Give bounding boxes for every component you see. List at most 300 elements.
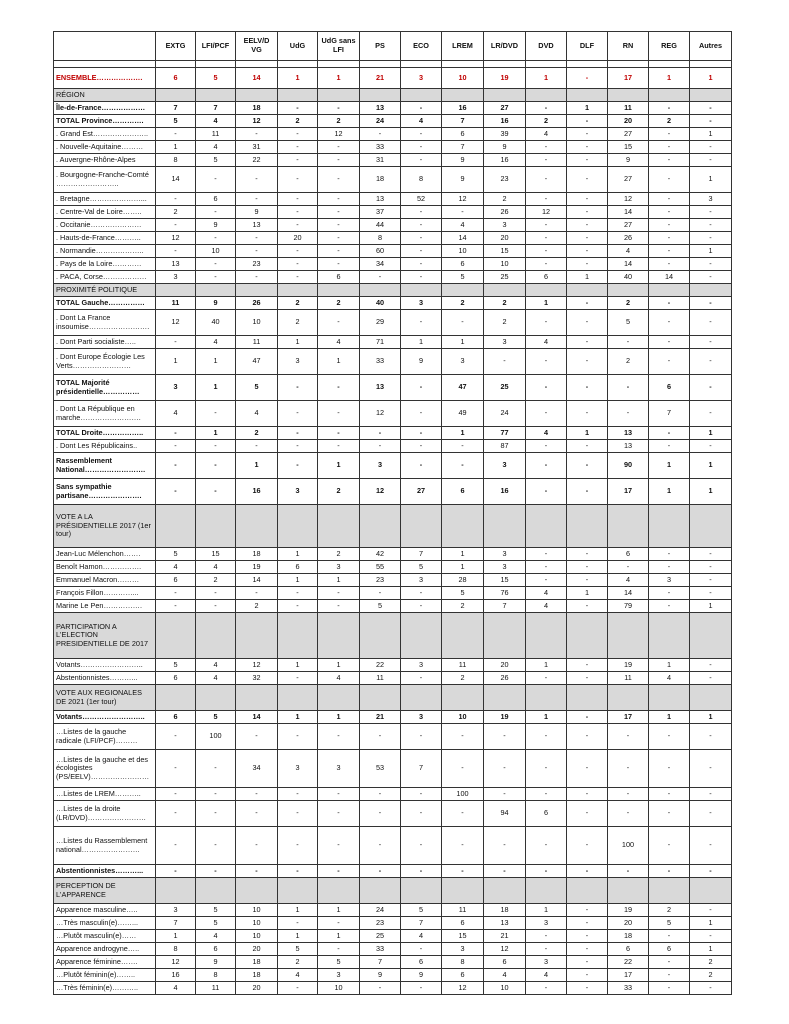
table-row	[54, 336, 732, 349]
table-cell: 1	[236, 453, 278, 479]
table-cell: 20	[484, 659, 526, 672]
table-cell: 21	[484, 930, 526, 943]
table-cell: 11	[442, 904, 484, 917]
table-cell: 14	[608, 587, 649, 600]
table-cell: -	[318, 193, 360, 206]
table-cell: -	[567, 258, 608, 271]
table-cell: 3	[649, 574, 690, 587]
table-cell: -	[526, 245, 567, 258]
table-cell: -	[318, 440, 360, 453]
table-cell	[567, 505, 608, 548]
table-cell: 13	[608, 427, 649, 440]
table-cell: 1	[690, 167, 732, 193]
table-cell	[690, 61, 732, 68]
table-cell: -	[608, 865, 649, 878]
table-cell: 20	[484, 232, 526, 245]
table-cell: -	[690, 930, 732, 943]
table-cell	[608, 685, 649, 711]
table-row	[54, 917, 732, 930]
table-cell: -	[442, 827, 484, 865]
table-cell: 10	[318, 982, 360, 995]
table-cell: 2	[156, 206, 196, 219]
table-cell: 11	[608, 102, 649, 115]
table-cell: -	[156, 750, 196, 788]
table-row	[54, 297, 732, 310]
table-cell: -	[401, 128, 442, 141]
table-cell	[567, 685, 608, 711]
table-cell	[690, 505, 732, 548]
table-cell: -	[567, 943, 608, 956]
table-cell: -	[567, 801, 608, 827]
table-row	[54, 969, 732, 982]
table-cell: 4	[608, 574, 649, 587]
table-cell: -	[196, 440, 236, 453]
table-cell: 3	[401, 659, 442, 672]
table-cell	[278, 685, 318, 711]
table-cell: -	[690, 548, 732, 561]
table-cell	[156, 613, 196, 659]
table-cell: 15	[442, 930, 484, 943]
table-cell: -	[236, 193, 278, 206]
table-cell: 5	[649, 917, 690, 930]
table-cell: -	[278, 193, 318, 206]
table-cell: 28	[442, 574, 484, 587]
table-cell: -	[567, 865, 608, 878]
column-header: PS	[360, 32, 401, 61]
table-cell	[360, 613, 401, 659]
table-cell: 33	[360, 349, 401, 375]
table-cell: -	[567, 711, 608, 724]
table-cell: 5	[156, 548, 196, 561]
table-cell: -	[526, 258, 567, 271]
table-cell: -	[401, 245, 442, 258]
table-cell: -	[567, 672, 608, 685]
table-cell: -	[567, 750, 608, 788]
table-cell: 27	[608, 128, 649, 141]
table-cell: -	[156, 336, 196, 349]
table-cell: -	[690, 401, 732, 427]
table-cell: 3	[484, 453, 526, 479]
table-cell: -	[318, 102, 360, 115]
table-cell	[690, 878, 732, 904]
table-cell: 11	[608, 672, 649, 685]
table-cell: 1	[278, 336, 318, 349]
table-cell: 1	[567, 271, 608, 284]
table-cell: -	[278, 245, 318, 258]
table-row	[54, 440, 732, 453]
table-cell: 1	[649, 479, 690, 505]
table-cell: 1	[318, 453, 360, 479]
table-cell	[608, 505, 649, 548]
table-cell	[484, 61, 526, 68]
table-cell: -	[236, 827, 278, 865]
table-cell: 7	[649, 401, 690, 427]
table-row	[54, 574, 732, 587]
table-cell	[649, 613, 690, 659]
table-cell: -	[567, 115, 608, 128]
table-cell	[567, 613, 608, 659]
table-cell: 2	[442, 600, 484, 613]
table-cell: -	[442, 865, 484, 878]
table-cell: 26	[608, 232, 649, 245]
row-label: Île-de-France………………	[54, 102, 156, 115]
table-cell: 40	[196, 310, 236, 336]
table-cell: 77	[484, 427, 526, 440]
table-cell: 3	[442, 349, 484, 375]
table-cell: -	[196, 453, 236, 479]
table-cell: -	[278, 440, 318, 453]
table-cell: 32	[236, 672, 278, 685]
table-cell: 3	[401, 711, 442, 724]
table-cell: 2	[484, 193, 526, 206]
row-label: …Très féminin(e)………..	[54, 982, 156, 995]
table-cell: -	[608, 801, 649, 827]
table-cell: -	[236, 245, 278, 258]
table-cell: 9	[401, 349, 442, 375]
table-cell: 1	[526, 297, 567, 310]
table-cell: -	[526, 440, 567, 453]
table-cell: 1	[567, 427, 608, 440]
table-cell: 16	[442, 102, 484, 115]
table-cell	[196, 878, 236, 904]
table-cell: 7	[156, 917, 196, 930]
table-cell: -	[526, 672, 567, 685]
table-cell: -	[690, 788, 732, 801]
table-cell: -	[567, 141, 608, 154]
table-cell: 4	[156, 561, 196, 574]
row-label: . Grand Est…………………..	[54, 128, 156, 141]
row-label: PERCEPTION DE L'APPARENCE	[54, 878, 156, 904]
table-cell: 6	[526, 801, 567, 827]
table-cell: -	[196, 479, 236, 505]
table-row	[54, 271, 732, 284]
table-cell: -	[278, 206, 318, 219]
table-row	[54, 561, 732, 574]
table-cell: 1	[278, 711, 318, 724]
table-cell: 4	[196, 672, 236, 685]
table-cell: -	[156, 440, 196, 453]
header-corner	[54, 32, 156, 61]
table-cell: -	[156, 453, 196, 479]
table-cell: -	[278, 453, 318, 479]
table-cell: -	[649, 258, 690, 271]
table-cell: -	[401, 232, 442, 245]
table-cell	[442, 61, 484, 68]
results-table-container	[53, 31, 731, 995]
table-cell: -	[690, 349, 732, 375]
table-cell: 34	[236, 750, 278, 788]
table-cell: -	[196, 865, 236, 878]
table-cell	[649, 505, 690, 548]
table-cell	[526, 505, 567, 548]
table-cell: -	[567, 659, 608, 672]
table-cell: -	[567, 440, 608, 453]
table-cell	[156, 89, 196, 102]
table-cell: 14	[236, 574, 278, 587]
row-label: Votants……………………..	[54, 711, 156, 724]
table-cell: -	[690, 750, 732, 788]
table-cell: 3	[401, 574, 442, 587]
table-cell: 9	[608, 154, 649, 167]
table-cell	[442, 613, 484, 659]
table-cell: -	[401, 827, 442, 865]
table-cell	[608, 613, 649, 659]
table-cell: -	[401, 440, 442, 453]
row-label: VOTE AUX REGIONALES DE 2021 (1er tour)	[54, 685, 156, 711]
table-cell	[401, 505, 442, 548]
table-cell: 14	[236, 68, 278, 89]
table-cell: 27	[401, 479, 442, 505]
table-cell: -	[318, 206, 360, 219]
row-label: Emmanuel Macron………	[54, 574, 156, 587]
table-cell	[236, 284, 278, 297]
table-cell: 8	[156, 154, 196, 167]
table-cell	[484, 284, 526, 297]
table-cell: 20	[236, 943, 278, 956]
table-cell	[442, 284, 484, 297]
table-cell: 23	[484, 167, 526, 193]
table-cell	[236, 61, 278, 68]
table-cell: 6	[196, 943, 236, 956]
table-cell: -	[608, 788, 649, 801]
table-cell: 1	[318, 711, 360, 724]
table-cell: 33	[608, 982, 649, 995]
table-cell: -	[690, 219, 732, 232]
table-cell: -	[526, 349, 567, 375]
table-cell: 12	[442, 193, 484, 206]
table-cell: 1	[196, 375, 236, 401]
table-cell: 18	[484, 904, 526, 917]
table-cell: -	[649, 297, 690, 310]
table-cell: 6	[442, 917, 484, 930]
table-cell: 2	[318, 115, 360, 128]
table-cell: 1	[278, 574, 318, 587]
table-cell: -	[318, 245, 360, 258]
table-cell: 9	[196, 219, 236, 232]
table-cell: 14	[442, 232, 484, 245]
table-row	[54, 801, 732, 827]
table-cell: -	[156, 193, 196, 206]
table-cell: -	[236, 724, 278, 750]
table-row	[54, 128, 732, 141]
table-cell: 33	[360, 943, 401, 956]
table-cell: 100	[442, 788, 484, 801]
table-cell: -	[567, 548, 608, 561]
table-cell: 6	[442, 128, 484, 141]
table-cell: -	[567, 788, 608, 801]
table-cell: -	[526, 930, 567, 943]
table-cell: 6	[484, 956, 526, 969]
table-cell: -	[156, 600, 196, 613]
table-cell: 9	[401, 969, 442, 982]
table-cell	[608, 61, 649, 68]
table-cell: 71	[360, 336, 401, 349]
row-label: . Pays de la Loire…………	[54, 258, 156, 271]
table-cell: -	[360, 440, 401, 453]
row-label: Abstentionnistes………...	[54, 672, 156, 685]
row-label: Apparence féminine…….	[54, 956, 156, 969]
table-cell: -	[156, 865, 196, 878]
table-cell: -	[401, 982, 442, 995]
table-cell: -	[442, 453, 484, 479]
table-cell	[567, 89, 608, 102]
table-cell: 6	[401, 956, 442, 969]
table-cell: -	[567, 219, 608, 232]
table-cell: -	[156, 427, 196, 440]
table-cell: -	[690, 232, 732, 245]
table-cell: -	[526, 453, 567, 479]
table-cell: -	[318, 801, 360, 827]
row-label: Jean-Luc Mélenchon…….	[54, 548, 156, 561]
table-cell: -	[649, 440, 690, 453]
table-cell: 10	[236, 930, 278, 943]
table-cell: -	[278, 154, 318, 167]
table-cell: 6	[442, 479, 484, 505]
table-cell: 2	[442, 672, 484, 685]
table-cell: -	[526, 154, 567, 167]
table-cell: 2	[278, 115, 318, 128]
table-cell: -	[401, 724, 442, 750]
table-cell: -	[401, 206, 442, 219]
column-header: LREM	[442, 32, 484, 61]
table-row	[54, 956, 732, 969]
table-cell: 47	[442, 375, 484, 401]
table-cell: -	[608, 401, 649, 427]
table-cell: 3	[360, 453, 401, 479]
table-cell: 27	[484, 102, 526, 115]
table-cell: -	[278, 672, 318, 685]
table-cell: 3	[318, 969, 360, 982]
table-cell: 3	[442, 943, 484, 956]
table-cell: 18	[360, 167, 401, 193]
table-cell	[360, 284, 401, 297]
table-cell: 3	[156, 271, 196, 284]
table-cell: 1	[526, 68, 567, 89]
table-cell: 15	[484, 574, 526, 587]
table-cell: 16	[484, 115, 526, 128]
row-label: TOTAL Droite……………..	[54, 427, 156, 440]
table-cell: 23	[360, 917, 401, 930]
table-cell: 13	[608, 440, 649, 453]
table-cell: -	[236, 271, 278, 284]
table-cell: 1	[156, 930, 196, 943]
table-cell	[236, 613, 278, 659]
table-cell: -	[567, 154, 608, 167]
table-cell: 42	[360, 548, 401, 561]
column-header: LR/DVD	[484, 32, 526, 61]
row-label: Apparence masculine…..	[54, 904, 156, 917]
table-cell: 4	[196, 141, 236, 154]
table-row	[54, 865, 732, 878]
table-cell: -	[608, 750, 649, 788]
table-cell: 6	[526, 271, 567, 284]
table-cell: 8	[196, 969, 236, 982]
row-label: …Plutôt féminin(e)……..	[54, 969, 156, 982]
table-cell: 94	[484, 801, 526, 827]
table-cell: -	[278, 102, 318, 115]
table-cell: -	[360, 724, 401, 750]
column-header: UdG sans LFI	[318, 32, 360, 61]
table-cell: -	[484, 865, 526, 878]
table-cell	[526, 613, 567, 659]
table-cell: -	[690, 310, 732, 336]
table-row	[54, 427, 732, 440]
row-label: . Auvergne-Rhône-Alpes	[54, 154, 156, 167]
table-cell: 1	[690, 943, 732, 956]
table-cell: -	[318, 917, 360, 930]
table-cell: -	[690, 141, 732, 154]
table-cell: -	[649, 750, 690, 788]
table-cell: -	[318, 258, 360, 271]
table-cell: 2	[278, 297, 318, 310]
table-cell: -	[196, 167, 236, 193]
table-cell: -	[360, 865, 401, 878]
table-cell: 79	[608, 600, 649, 613]
table-row	[54, 904, 732, 917]
table-cell: -	[484, 724, 526, 750]
table-cell: 14	[236, 711, 278, 724]
table-cell	[278, 61, 318, 68]
table-cell: -	[278, 865, 318, 878]
table-cell: 22	[360, 659, 401, 672]
table-cell: -	[649, 561, 690, 574]
table-cell: -	[649, 587, 690, 600]
table-cell: 1	[690, 917, 732, 930]
table-cell: 19	[484, 711, 526, 724]
table-cell: 18	[236, 548, 278, 561]
table-cell: 23	[360, 574, 401, 587]
row-label: . Occitanie…………………	[54, 219, 156, 232]
table-cell: -	[318, 724, 360, 750]
table-cell: 8	[442, 956, 484, 969]
table-cell: -	[278, 258, 318, 271]
row-label: …Listes du Rassemblement national……………………	[54, 827, 156, 865]
table-cell: 18	[236, 956, 278, 969]
table-cell: 14	[608, 258, 649, 271]
column-header: LFI/PCF	[196, 32, 236, 61]
table-cell: -	[401, 375, 442, 401]
table-cell: 2	[690, 969, 732, 982]
row-label: . PACA, Corse………………	[54, 271, 156, 284]
table-cell: -	[360, 801, 401, 827]
table-cell: 20	[278, 232, 318, 245]
table-cell: 25	[484, 271, 526, 284]
table-cell: 6	[156, 672, 196, 685]
table-cell	[278, 284, 318, 297]
table-cell: -	[567, 969, 608, 982]
table-cell: -	[526, 827, 567, 865]
table-cell: -	[401, 258, 442, 271]
table-cell	[649, 878, 690, 904]
table-cell: -	[360, 128, 401, 141]
table-cell: 52	[401, 193, 442, 206]
table-cell: -	[442, 801, 484, 827]
row-label: François Fillon…………...	[54, 587, 156, 600]
table-cell: -	[318, 232, 360, 245]
header-row	[54, 32, 732, 61]
table-cell: -	[442, 724, 484, 750]
table-cell: 5	[196, 917, 236, 930]
table-cell: -	[690, 336, 732, 349]
table-cell: -	[649, 724, 690, 750]
table-cell: 49	[442, 401, 484, 427]
table-cell: 3	[484, 561, 526, 574]
table-cell: -	[649, 788, 690, 801]
row-label: PROXIMITÉ POLITIQUE	[54, 284, 156, 297]
table-cell: -	[360, 587, 401, 600]
table-cell: 1	[442, 548, 484, 561]
table-cell: -	[526, 865, 567, 878]
